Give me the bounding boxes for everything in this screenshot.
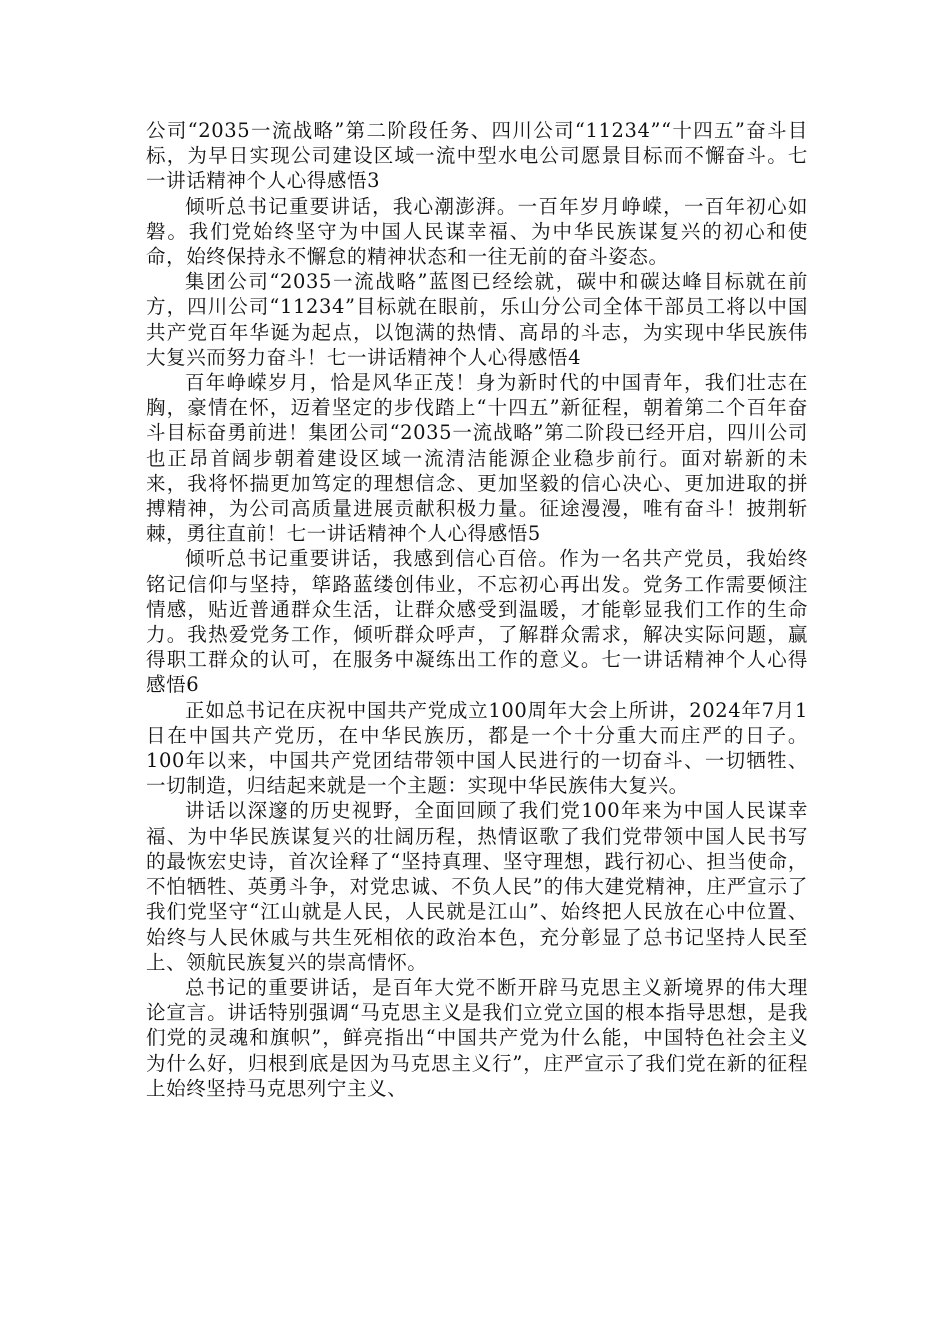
paragraph: 集团公司“2035一流战略”蓝图已经绘就，碳中和碳达峰目标就在前方，四川公司“11234”目标就在眼前，乐山分公司全体干部员工将以中国共产党百年华诞为起点，以饱满的热情、高昂的斗志，为实现中华民族伟大复兴而努力奋斗！七一讲话精神个人心得感悟4: [146, 270, 808, 369]
paragraph: 倾听总书记重要讲话，我心潮澎湃。一百年岁月峥嵘，一百年初心如磐。我们党始终坚守为中国人民谋幸福、为中华民族谋复兴的初心和使命，始终保持永不懈怠的精神状态和一往无前的奋斗姿态。: [146, 194, 808, 269]
paragraph: 百年峥嵘岁月，恰是风华正茂！身为新时代的中国青年，我们壮志在胸，豪情在怀，迈着坚定的步伐踏上“十四五”新征程，朝着第二个百年奋斗目标奋勇前进！集团公司“2035一流战略”第二阶段已经开启，四川公司也正昂首阔步朝着建设区域一流清洁能源企业稳步前行。面对崭新的未来，我将怀揣更加笃定的理想信念、更加坚毅的信心决心、更加进取的拼搏精神，为公司高质量进展贡献积极力量。征途漫漫，唯有奋斗！披荆斩棘，勇往直前！七一讲话精神个人心得感悟5: [146, 371, 808, 546]
paragraph: 总书记的重要讲话，是百年大党不断开辟马克思主义新境界的伟大理论宣言。讲话特别强调“马克思主义是我们立党立国的根本指导思想，是我们党的灵魂和旗帜”，鲜亮指出“中国共产党为什么能，中国特色社会主义为什么好，归根到底是因为马克思主义行”，庄严宣示了我们党在新的征程上始终坚持马克思列宁主义、: [146, 975, 808, 1100]
paragraph: 公司“2035一流战略”第二阶段任务、四川公司“11234”“十四五”奋斗目标，为早日实现公司建设区域一流中型水电公司愿景目标而不懈奋斗。七一讲话精神个人心得感悟3: [146, 119, 808, 193]
paragraph: 讲话以深邃的历史视野，全面回顾了我们党100年来为中国人民谋幸福、为中华民族谋复兴的壮阔历程，热情讴歌了我们党带领中国人民书写的最恢宏史诗，首次诠释了“坚持真理、坚守理想，践行初心、担当使命，不怕牺牲、英勇斗争，对党忠诚、不负人民”的伟大建党精神，庄严宣示了我们党坚守“江山就是人民，人民就是江山”、始终把人民放在心中位置、始终与人民休戚与共生死相依的政治本色，充分彰显了总书记坚持人民至上、领航民族复兴的崇高情怀。: [146, 799, 808, 974]
paragraph: 倾听总书记重要讲话，我感到信心百倍。作为一名共产党员，我始终铭记信仰与坚持，筚路蓝缕创伟业，不忘初心再出发。党务工作需要倾注情感，贴近普通群众生活，让群众感受到温暖，才能彰显我们工作的生命力。我热爱党务工作，倾听群众呼声，了解群众需求，解决实际问题，赢得职工群众的认可，在服务中凝练出工作的意义。七一讲话精神个人心得感悟6: [146, 547, 808, 697]
document-body: [146, 118, 808, 1101]
paragraph: 正如总书记在庆祝中国共产党成立100周年大会上所讲，2024年7月1日在中国共产党历，在中华民族历，都是一个十分重大而庄严的日子。100年以来，中国共产党团结带领中国人民进行的一切奋斗、一切牺牲、一切制造，归结起来就是一个主题：实现中华民族伟大复兴。: [146, 698, 808, 798]
